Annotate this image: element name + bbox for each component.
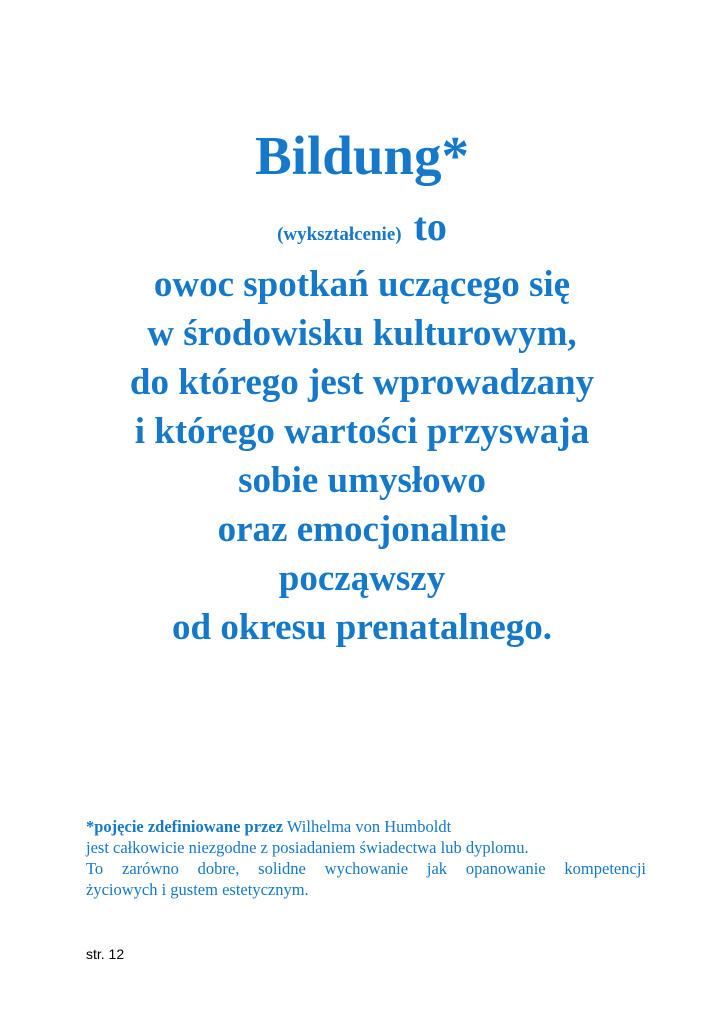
footnote-lead-rest: Wilhelma von Humboldt [283,817,452,836]
definition-line: od okresu prenatalnego. [172,607,552,648]
definition-line: w środowisku kulturowym, [147,313,577,354]
definition-text [0,260,724,652]
definition-line: owoc spotkań uczącego się [153,264,571,305]
definition-line: i którego wartości przyswaja [134,411,590,452]
subtitle-line [0,204,724,250]
definition-line: począwszy [278,558,446,599]
page-number: str. 12 [86,946,125,962]
footnote [86,816,646,900]
parenthetical-translation: (wykształcenie) [277,224,402,245]
page-title: Bildung* [254,125,469,186]
footnote-line: To zarówno dobre, solidne wychowanie jak opanowanie kompetencji [86,859,646,878]
definition-line: oraz emocjonalnie [217,509,507,550]
footnote-lead: *pojęcie zdefiniowane przez [86,817,284,836]
definition-line: do którego jest wprowadzany [129,362,595,403]
connector-word: to [413,204,447,249]
footnote-line: życiowych i gustem estetycznym. [86,880,309,899]
definition-line: sobie umysłowo [238,460,486,501]
footnote-line: jest całkowicie niezgodne z posiadaniem świadectwa lub dyplomu. [86,838,529,857]
footnote-line [86,816,646,837]
